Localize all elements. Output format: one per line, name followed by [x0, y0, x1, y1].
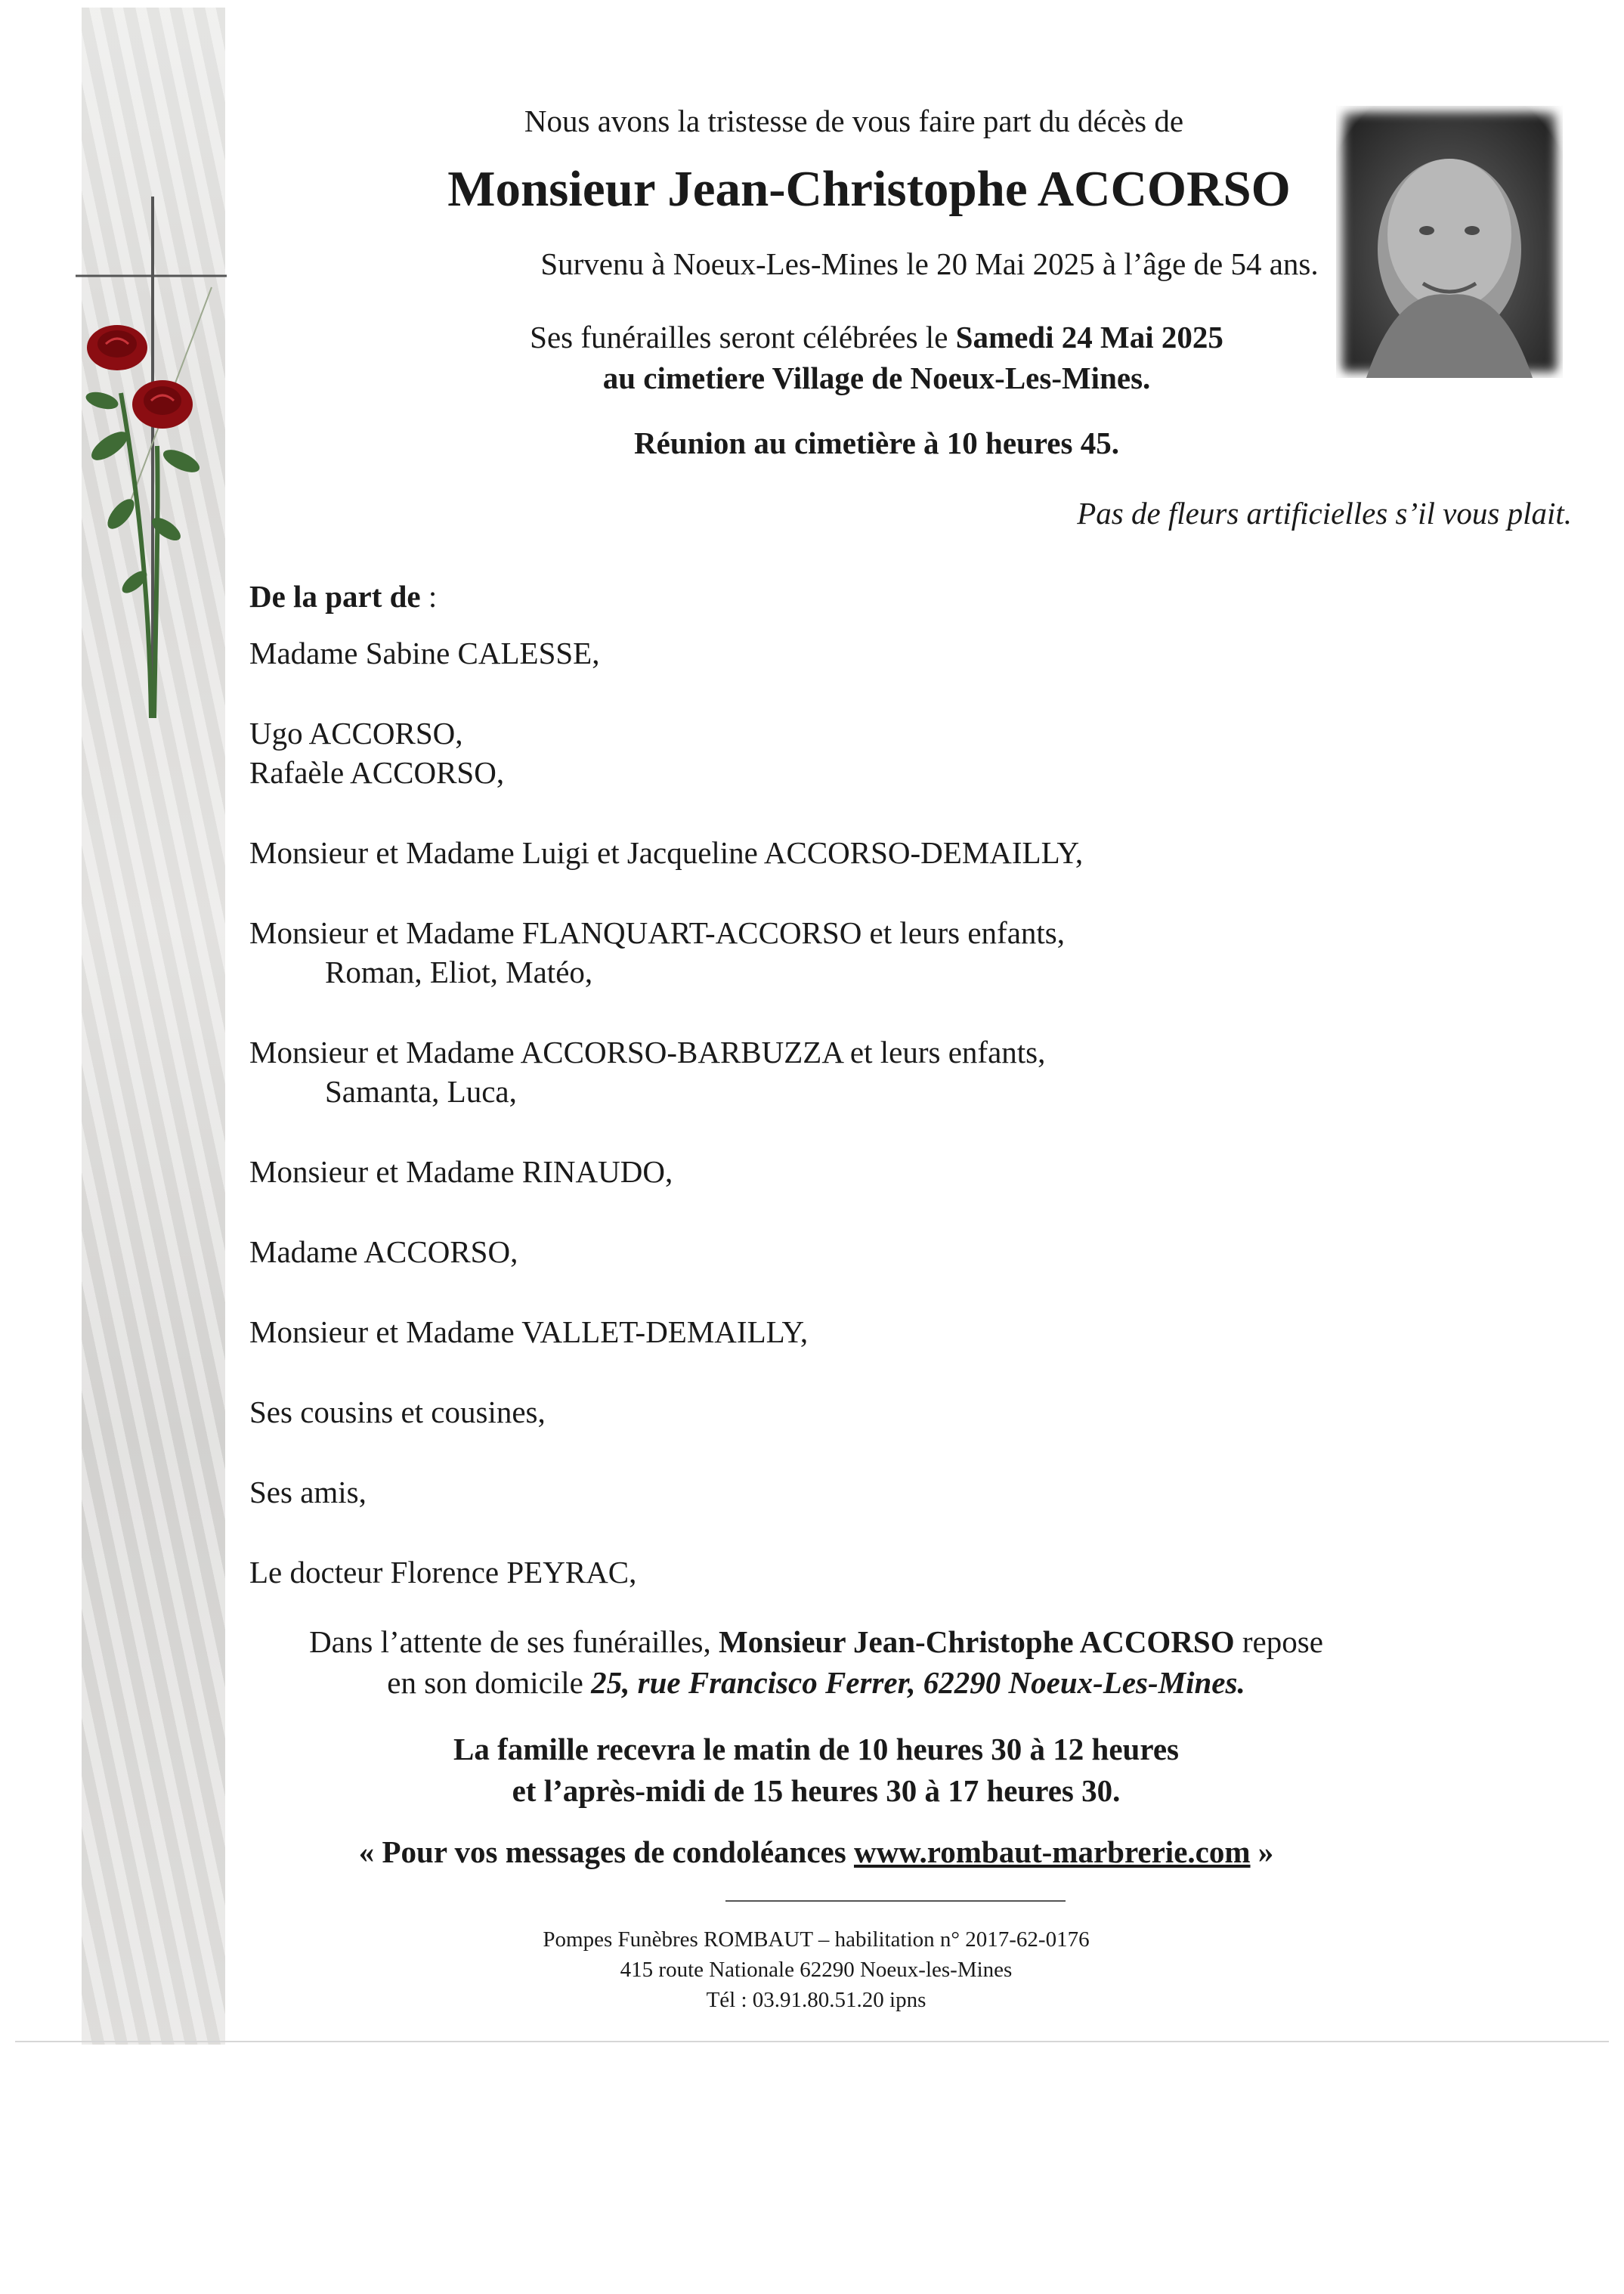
rose-icon: [132, 380, 193, 429]
family-name-line: Monsieur et Madame Luigi et Jacqueline ACCORSO-DEMAILLY,: [249, 835, 1084, 870]
scan-edge-line: [15, 2041, 1609, 2042]
reception-line-2: et l’après-midi de 15 heures 30 à 17 heures 30.: [512, 1773, 1121, 1808]
portrait-photo: [1336, 106, 1563, 378]
family-name-line: Roman, Eliot, Matéo,: [325, 955, 593, 989]
footer-divider: [725, 1900, 1066, 1902]
home-address: 25, rue Francisco Ferrer, 62290 Noeux-Les-Mines.: [591, 1665, 1245, 1700]
funeral-date-line: Ses funérailles seront célébrées le Samedi 24 Mai 2025: [530, 320, 1223, 354]
reception-line-1: La famille recevra le matin de 10 heures 30 à 12 heures: [453, 1732, 1179, 1766]
family-name-line: Monsieur et Madame ACCORSO-BARBUZZA et leurs enfants,: [249, 1035, 1046, 1070]
condolences-link[interactable]: www.rombaut-marbrerie.com: [853, 1834, 1251, 1869]
repose-line-2: en son domicile 25, rue Francisco Ferrer, 62290 Noeux-Les-Mines.: [387, 1665, 1245, 1700]
footer-address: 415 route Nationale 62290 Noeux-les-Mines: [620, 1958, 1013, 1982]
family-name-line: Samanta, Luca,: [325, 1074, 517, 1109]
funeral-location: au cimetiere Village de Noeux-Les-Mines.: [602, 361, 1151, 395]
cross-and-roses-illustration: [76, 197, 234, 718]
condolences-line: « Pour vos messages de condoléances www.rombaut-marbrerie.com »: [358, 1834, 1274, 1869]
footer-company: Pompes Funèbres ROMBAUT – habilitation n° 2017-62-0176: [543, 1927, 1090, 1952]
rose-icon: [87, 325, 147, 370]
repose-line-1: Dans l’attente de ses funérailles, Monsieur Jean-Christophe ACCORSO repose: [309, 1624, 1323, 1659]
family-name-line: Le docteur Florence PEYRAC,: [249, 1555, 637, 1590]
death-details: Survenu à Noeux-Les-Mines le 20 Mai 2025 à l’âge de 54 ans.: [540, 246, 1319, 281]
family-name-line: Monsieur et Madame VALLET-DEMAILLY,: [249, 1314, 809, 1349]
family-name-line: Monsieur et Madame RINAUDO,: [249, 1154, 673, 1189]
family-name-line: Rafaèle ACCORSO,: [249, 755, 505, 790]
footer-phone: Tél : 03.91.80.51.20 ipns: [706, 1988, 926, 2012]
family-name-line: Madame Sabine CALESSE,: [249, 636, 600, 670]
funeral-date: Samedi 24 Mai 2025: [955, 320, 1223, 354]
family-name-line: Ses amis,: [249, 1475, 367, 1509]
no-flowers-note: Pas de fleurs artificielles s’il vous plait.: [1077, 496, 1572, 531]
family-name-line: Monsieur et Madame FLANQUART-ACCORSO et leurs enfants,: [249, 915, 1065, 950]
reunion-time: Réunion au cimetière à 10 heures 45.: [634, 426, 1119, 460]
family-name-line: Ugo ACCORSO,: [249, 716, 463, 751]
family-name-line: Madame ACCORSO,: [249, 1234, 518, 1269]
intro-text: Nous avons la tristesse de vous faire part du décès de: [524, 104, 1184, 138]
family-name-line: Ses cousins et cousines,: [249, 1395, 546, 1429]
deceased-name: Monsieur Jean-Christophe ACCORSO: [447, 161, 1291, 217]
from-label: De la part de :: [249, 579, 438, 614]
